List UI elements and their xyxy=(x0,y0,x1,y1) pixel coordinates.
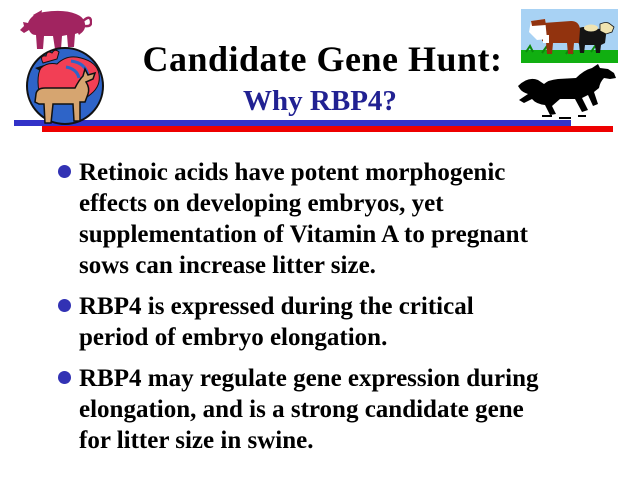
slide-subtitle: Why RBP4? xyxy=(243,85,397,117)
bullet-item-1 xyxy=(58,157,618,281)
slide-title: Candidate Gene Hunt: xyxy=(142,39,503,79)
bullet-line: elongation, and is a strong candidate gene xyxy=(79,396,524,423)
bullet-dot-icon xyxy=(58,299,71,312)
bullet-line: RBP4 is expressed during the critical xyxy=(79,293,474,320)
bullet-line: sows can increase litter size. xyxy=(79,252,376,279)
bullet-dot-icon xyxy=(58,165,71,178)
divider-red-rule xyxy=(42,126,613,132)
bullet-line: effects on developing embryos, yet xyxy=(79,190,444,217)
bullet-line: Retinoic acids have potent morphogenic xyxy=(79,159,506,186)
bullet-item-2 xyxy=(58,291,618,353)
bullet-dot-icon xyxy=(58,371,71,384)
bullet-line: period of embryo elongation. xyxy=(79,324,388,351)
bullet-line: RBP4 may regulate gene expression during xyxy=(79,365,539,392)
bullet-item-3 xyxy=(58,363,618,456)
slide-body xyxy=(58,157,618,466)
bullet-line: for litter size in swine. xyxy=(79,427,314,454)
bullet-line: supplementation of Vitamin A to pregnant xyxy=(79,221,528,248)
